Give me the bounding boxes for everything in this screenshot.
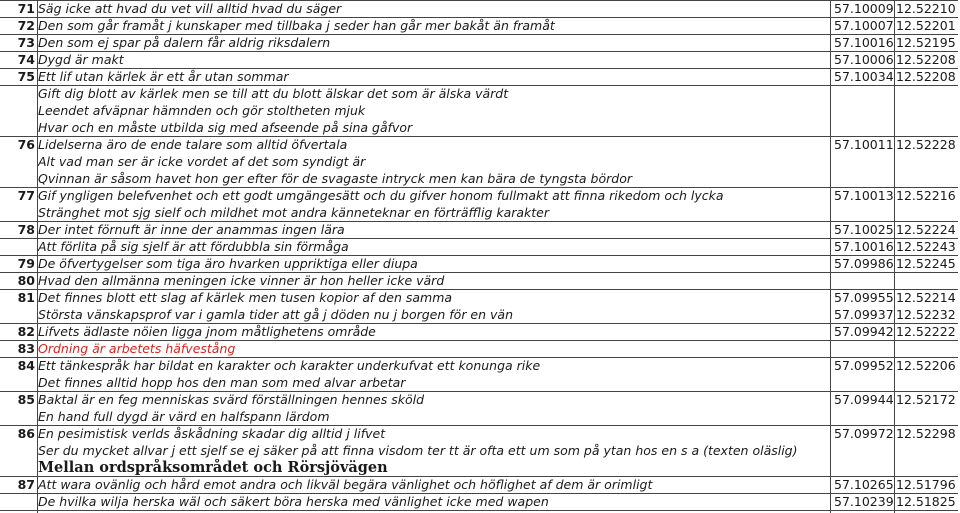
latitude-cell: 57.09972 [834,426,894,441]
proverb-text: Lidelserna äro de ende talare som alltid öfvertala [38,137,348,152]
proverb-text: Den som ej spar på dalern får aldrig riksdalern [38,35,331,50]
row-divider [0,289,958,290]
row-number [0,238,37,255]
row-number: 87 [17,477,35,492]
longitude-cell: 12.52201 [896,18,956,33]
table-row [0,136,960,153]
proverb-text: Hvar och en måste utbilda sig med afseende på sina gåfvor [38,120,413,135]
proverb-text: Den som går framåt j kunskaper med tillbaka j seder han går mer bakåt än framåt [38,18,555,33]
row-divider [0,340,958,341]
latitude-cell: 57.10034 [834,69,894,84]
proverb-text: Stränghet mot sjg sielf och mildhet mot andra känneteknar en förträfflig karakter [38,205,550,220]
proverb-text: Gift dig blott av kärlek men se till att du blott älskar det som är älska värdt [38,86,509,101]
longitude-cell: 12.52208 [896,69,956,84]
row-number: 74 [17,52,35,67]
row-divider [0,187,958,188]
longitude-cell: 12.52172 [896,392,956,407]
proverb-text: Största vänskapsprof var i gamla tider att gå j döden nu j borgen för en vän [38,307,513,322]
proverb-text: Det finnes alltid hopp hos den man som med alvar arbetar [38,375,406,390]
table-row [0,323,960,340]
longitude-cell: 12.52224 [896,222,956,237]
proverb-text: Att förlita på sig sjelf är att fördubbla sin förmåga [38,239,349,254]
proverb-text: Gif yngligen belefvenhet och ett godt umgängesätt och du gifver honom fullmakt att finna rikedom och lycka [38,188,724,203]
table-row [0,306,960,323]
proverb-text: Leendet afväpnar hämnden och gör stoltheten mjuk [38,103,366,118]
row-number: 82 [17,324,35,339]
row-number: 79 [17,256,35,271]
row-number [0,85,37,102]
row-number [0,442,37,459]
latitude-cell: 57.09944 [834,392,894,407]
row-divider [0,34,958,35]
latitude-cell: 57.10011 [834,137,894,152]
row-divider [0,0,958,1]
row-divider [0,357,958,358]
table-row [0,289,960,306]
table-row [0,17,960,34]
latitude-cell: 57.09986 [834,256,894,271]
table-row [0,493,960,510]
row-divider [0,476,958,477]
table-row [0,408,960,425]
table-row [0,102,960,119]
row-number: 86 [17,426,35,441]
row-number: 81 [17,290,35,305]
latitude-cell: 57.10016 [834,239,894,254]
row-number: 85 [17,392,35,407]
latitude-cell: 57.10006 [834,52,894,67]
row-number: 83 [17,341,35,356]
row-divider [0,221,958,222]
latitude-cell: 57.10265 [834,477,894,492]
table-row [0,68,960,85]
row-divider [0,255,958,256]
row-number: 84 [17,358,35,373]
row-number: 80 [17,273,35,288]
longitude-cell: 12.52210 [896,1,956,16]
table-row [0,119,960,136]
row-number [0,170,37,187]
table-row [0,153,960,170]
table-row [0,476,960,493]
proverb-text: Baktal är en feg menniskas svärd förställningen hennes sköld [38,392,425,407]
row-number: 78 [17,222,35,237]
row-divider [0,85,958,86]
row-divider [0,238,958,239]
longitude-cell: 12.52195 [896,35,956,50]
longitude-cell: 12.52232 [896,307,956,322]
proverb-text: Det finnes blott ett slag af kärlek men tusen kopior af den samma [38,290,453,305]
table-row [0,357,960,374]
latitude-cell: 57.09955 [834,290,894,305]
row-number [0,119,37,136]
row-divider [0,323,958,324]
row-number: 73 [17,35,35,50]
row-number [0,493,37,510]
proverb-text: De hvilka wilja herska wäl och säkert böra herska med vänlighet icke med wapen [38,494,549,509]
row-divider [0,136,958,137]
longitude-cell: 12.52222 [896,324,956,339]
proverb-text: Lifvets ädlaste nöien ligga jnom måtlighetens område [38,324,376,339]
row-number [0,306,37,323]
longitude-cell: 12.52214 [896,290,956,305]
row-divider [0,68,958,69]
table-row [0,34,960,51]
section-heading-row [0,459,960,476]
latitude-cell: 57.10007 [834,18,894,33]
row-number [0,408,37,425]
row-divider [0,391,958,392]
proverb-text: Att wara ovänlig och hård emot andra och likväl begära vänlighet och höflighet af dem är orimligt [38,477,653,492]
longitude-cell: 12.51825 [896,494,956,509]
row-number [0,374,37,391]
proverb-text: Ett tänkespråk har bildat en karakter och karakter underkufvat ett konunga rike [38,358,541,373]
row-number: 77 [17,188,35,203]
latitude-cell: 57.10013 [834,188,894,203]
row-number [0,153,37,170]
table-row [0,374,960,391]
latitude-cell: 57.09937 [834,307,894,322]
table-row [0,238,960,255]
longitude-cell: 12.52208 [896,52,956,67]
row-number: 75 [17,69,35,84]
row-number: 71 [17,1,35,16]
table-row [0,442,960,459]
proverb-text: Qvinnan är såsom havet hon ger efter för de svagaste intryck men kan bära de tyngsta bördor [38,171,632,186]
proverb-text: Der intet förnuft är inne der anammas ingen lära [38,222,345,237]
proverb-text: Hvad den allmänna meningen icke vinner är hon heller icke värd [38,273,445,288]
longitude-cell: 12.52228 [896,137,956,152]
proverb-text: Ser du mycket allvar j ett sjelf se ej säker på att finna visdom ter tt är ofta ett um som på ytan hos en s a (texten oläslig) [38,443,798,458]
proverb-text: Ordning är arbetets häfvestång [38,341,236,356]
latitude-cell: 57.10025 [834,222,894,237]
row-number [0,459,37,476]
row-divider [0,510,958,511]
row-number [0,102,37,119]
table-row [0,221,960,238]
table-row [0,204,960,221]
longitude-cell: 12.52206 [896,358,956,373]
table-row [0,51,960,68]
latitude-cell: 57.09942 [834,324,894,339]
row-number: 76 [17,137,35,152]
section-heading: Mellan ordspråksområdet och Rörsjövägen [38,459,388,476]
longitude-cell: 12.52216 [896,188,956,203]
proverb-text: Säg icke att hvad du vet vill alltid hvad du säger [38,1,342,16]
table-row [0,187,960,204]
table-row [0,255,960,272]
row-number [0,204,37,221]
table-row [0,0,960,17]
longitude-cell: 12.52243 [896,239,956,254]
table-row [0,425,960,442]
row-number: 72 [17,18,35,33]
table-row [0,340,960,357]
table-row [0,391,960,408]
proverb-text: Ett lif utan kärlek är ett år utan sommar [38,69,289,84]
longitude-cell: 12.51796 [896,477,956,492]
latitude-cell: 57.10016 [834,35,894,50]
longitude-cell: 12.52298 [896,426,956,441]
latitude-cell: 57.10239 [834,494,894,509]
longitude-cell: 12.52245 [896,256,956,271]
proverb-text: De öfvertygelser som tiga äro hvarken uppriktiga eller diupa [38,256,418,271]
row-divider [0,493,958,494]
row-divider [0,51,958,52]
proverb-text: Alt vad man ser är icke vordet af det som syndigt är [38,154,366,169]
proverb-text: En hand full dygd är värd en halfspann lärdom [38,409,330,424]
latitude-cell: 57.09952 [834,358,894,373]
proverb-text: Dygd är makt [38,52,124,67]
table-row [0,272,960,289]
row-divider [0,272,958,273]
latitude-cell: 57.10009 [834,1,894,16]
row-divider [0,17,958,18]
proverb-text: En pesimistisk verlds åskådning skadar dig alltid j lifvet [38,426,386,441]
table-row [0,85,960,102]
row-divider [0,425,958,426]
table-row [0,170,960,187]
